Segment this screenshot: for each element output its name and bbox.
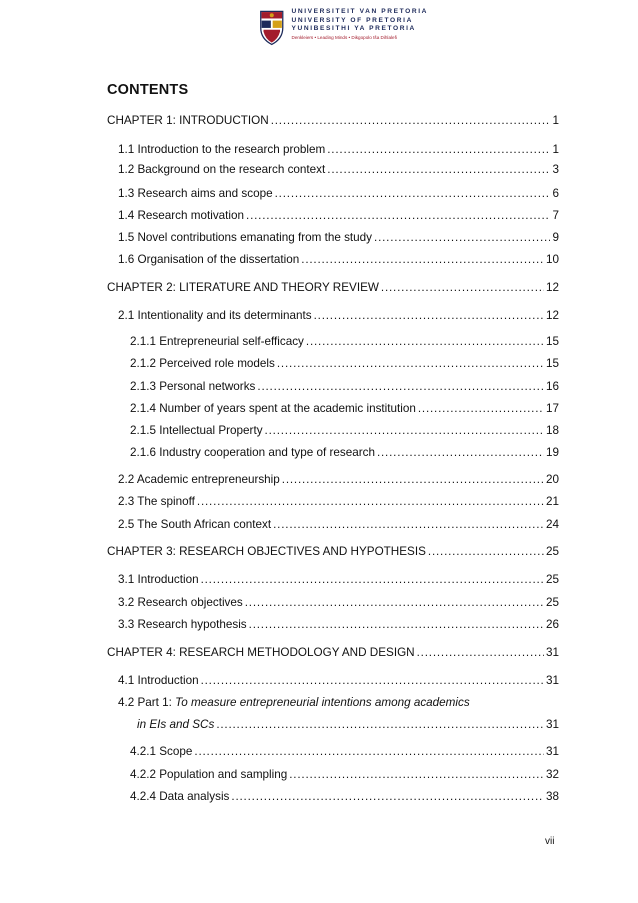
- toc-entry-text: CHAPTER 1: INTRODUCTION: [107, 114, 269, 127]
- toc-entry-1-3[interactable]: [118, 187, 559, 201]
- toc-entry-text: 2.2 Academic entrepreneurship: [118, 473, 280, 486]
- toc-entry-prefix: 4.2 Part 1:: [118, 696, 176, 709]
- toc-entry-page: 25: [545, 545, 559, 558]
- toc-entry-4-2-continuation[interactable]: [137, 718, 559, 732]
- toc-entry-text: 2.1.1 Entrepreneurial self-efficacy: [130, 335, 304, 348]
- toc-entry-chapter-1[interactable]: [107, 114, 559, 128]
- toc-entry-page: 25: [545, 573, 559, 586]
- toc-entry-page: 12: [545, 281, 559, 294]
- toc-entry-page: 6: [552, 187, 559, 200]
- contents-title: CONTENTS: [107, 82, 189, 98]
- toc-entry-text: 1.3 Research aims and scope: [118, 187, 273, 200]
- toc-entry-text: 1.6 Organisation of the dissertation: [118, 253, 300, 266]
- toc-entry-page: 1: [552, 143, 559, 156]
- university-header: [258, 6, 428, 52]
- toc-entry-2-1-6[interactable]: [130, 446, 559, 460]
- toc-entry-text: 2.3 The spinoff: [118, 495, 195, 508]
- toc-entry-page: 15: [545, 357, 559, 370]
- toc-entry-1-2[interactable]: [118, 163, 559, 177]
- toc-entry-2-3[interactable]: [118, 495, 559, 509]
- toc-entry-1-1[interactable]: [118, 143, 559, 157]
- toc-entry-page: 31: [545, 674, 559, 687]
- toc-entry-page: 15: [545, 335, 559, 348]
- toc-entry-page: 21: [545, 495, 559, 508]
- toc-entry-chapter-2[interactable]: [107, 281, 559, 295]
- toc-entry-page: 38: [545, 790, 559, 803]
- toc-entry-2-1[interactable]: [118, 309, 559, 323]
- toc-entry-text: 2.1.2 Perceived role models: [130, 357, 275, 370]
- toc-entry-text: 1.1 Introduction to the research problem: [118, 143, 326, 156]
- toc-entry-2-1-1[interactable]: [130, 335, 559, 349]
- toc-entry-page: 18: [545, 424, 559, 437]
- toc-entry-3-2[interactable]: [118, 596, 559, 610]
- toc-entry-4-2-first-line[interactable]: [118, 696, 470, 710]
- toc-entry-2-1-2[interactable]: [130, 357, 559, 371]
- page-number: vii: [545, 836, 555, 847]
- university-name-afrikaans: UNIVERSITEIT VAN PRETORIA: [291, 8, 428, 15]
- toc-entry-text: 4.2.2 Population and sampling: [130, 768, 288, 781]
- toc-entry-4-2-4[interactable]: [130, 790, 559, 804]
- toc-entry-page: 31: [545, 745, 559, 758]
- toc-entry-chapter-3[interactable]: [107, 545, 559, 559]
- toc-entry-text: CHAPTER 2: LITERATURE AND THEORY REVIEW: [107, 281, 379, 294]
- toc-entry-text: CHAPTER 4: RESEARCH METHODOLOGY AND DESIGN: [107, 646, 415, 659]
- toc-entry-page: 17: [545, 402, 559, 415]
- toc-entry-page: 31: [545, 718, 559, 731]
- toc-entry-page: 1: [552, 114, 559, 127]
- toc-entry-text: 4.2.4 Data analysis: [130, 790, 230, 803]
- toc-entry-page: 32: [545, 768, 559, 781]
- toc-entry-text: 3.2 Research objectives: [118, 596, 243, 609]
- toc-entry-page: 19: [545, 446, 559, 459]
- toc-entry-text: 1.5 Novel contributions emanating from the study: [118, 231, 373, 244]
- toc-entry-page: 9: [552, 231, 559, 244]
- toc-entry-text: 2.1.6 Industry cooperation and type of research: [130, 446, 375, 459]
- toc-entry-1-5[interactable]: [118, 231, 559, 245]
- toc-entry-text: 3.1 Introduction: [118, 573, 199, 586]
- toc-entry-text: 4.1 Introduction: [118, 674, 199, 687]
- toc-entry-2-1-3[interactable]: [130, 380, 559, 394]
- toc-entry-italic-text: To measure entrepreneurial intentions among academics: [175, 696, 470, 709]
- toc-entry-3-3[interactable]: [118, 618, 559, 632]
- toc-entry-page: 31: [545, 646, 559, 659]
- university-crest-icon: [258, 6, 286, 48]
- toc-entry-3-1[interactable]: [118, 573, 559, 587]
- toc-entry-page: 12: [545, 309, 559, 322]
- toc-entry-page: 7: [552, 209, 559, 222]
- toc-entry-text: 3.3 Research hypothesis: [118, 618, 247, 631]
- toc-entry-1-4[interactable]: [118, 209, 559, 223]
- toc-entry-page: 10: [545, 253, 559, 266]
- toc-entry-page: 26: [545, 618, 559, 631]
- toc-entry-text: CHAPTER 3: RESEARCH OBJECTIVES AND HYPOTHESIS: [107, 545, 426, 558]
- toc-entry-4-2-2[interactable]: [130, 768, 559, 782]
- toc-entry-text: 2.1.3 Personal networks: [130, 380, 256, 393]
- toc-entry-2-1-4[interactable]: [130, 402, 559, 416]
- toc-entry-page: 24: [545, 518, 559, 531]
- toc-entry-text: 2.1 Intentionality and its determinants: [118, 309, 312, 322]
- university-tagline: Denkleiers • Leading Minds • Dikgopolo tša Dihlalefi: [291, 34, 397, 40]
- toc-entry-text: 1.4 Research motivation: [118, 209, 245, 222]
- toc-entry-2-5[interactable]: [118, 518, 559, 532]
- toc-entry-page: 16: [545, 380, 559, 393]
- toc-entry-page: 3: [552, 163, 559, 176]
- toc-entry-text: 2.1.5 Intellectual Property: [130, 424, 263, 437]
- toc-entry-chapter-4[interactable]: [107, 646, 559, 660]
- toc-entry-text: 1.2 Background on the research context: [118, 163, 326, 176]
- university-name-english: UNIVERSITY OF PRETORIA: [291, 16, 413, 24]
- toc-entry-2-1-5[interactable]: [130, 424, 559, 438]
- toc-entry-4-1[interactable]: [118, 674, 559, 688]
- university-name-sepedi: YUNIBESITHI YA PRETORIA: [291, 25, 416, 33]
- toc-entry-text: 2.1.4 Number of years spent at the academic institution: [130, 402, 416, 415]
- toc-entry-1-6[interactable]: [118, 253, 559, 267]
- toc-entry-page: 20: [545, 473, 559, 486]
- toc-entry-2-2[interactable]: [118, 473, 559, 487]
- toc-entry-text: 4.2.1 Scope: [130, 745, 193, 758]
- toc-entry-page: 25: [545, 596, 559, 609]
- toc-entry-text: in EIs and SCs: [137, 718, 215, 731]
- toc-entry-4-2-1[interactable]: [130, 745, 559, 759]
- toc-entry-text: 2.5 The South African context: [118, 518, 272, 531]
